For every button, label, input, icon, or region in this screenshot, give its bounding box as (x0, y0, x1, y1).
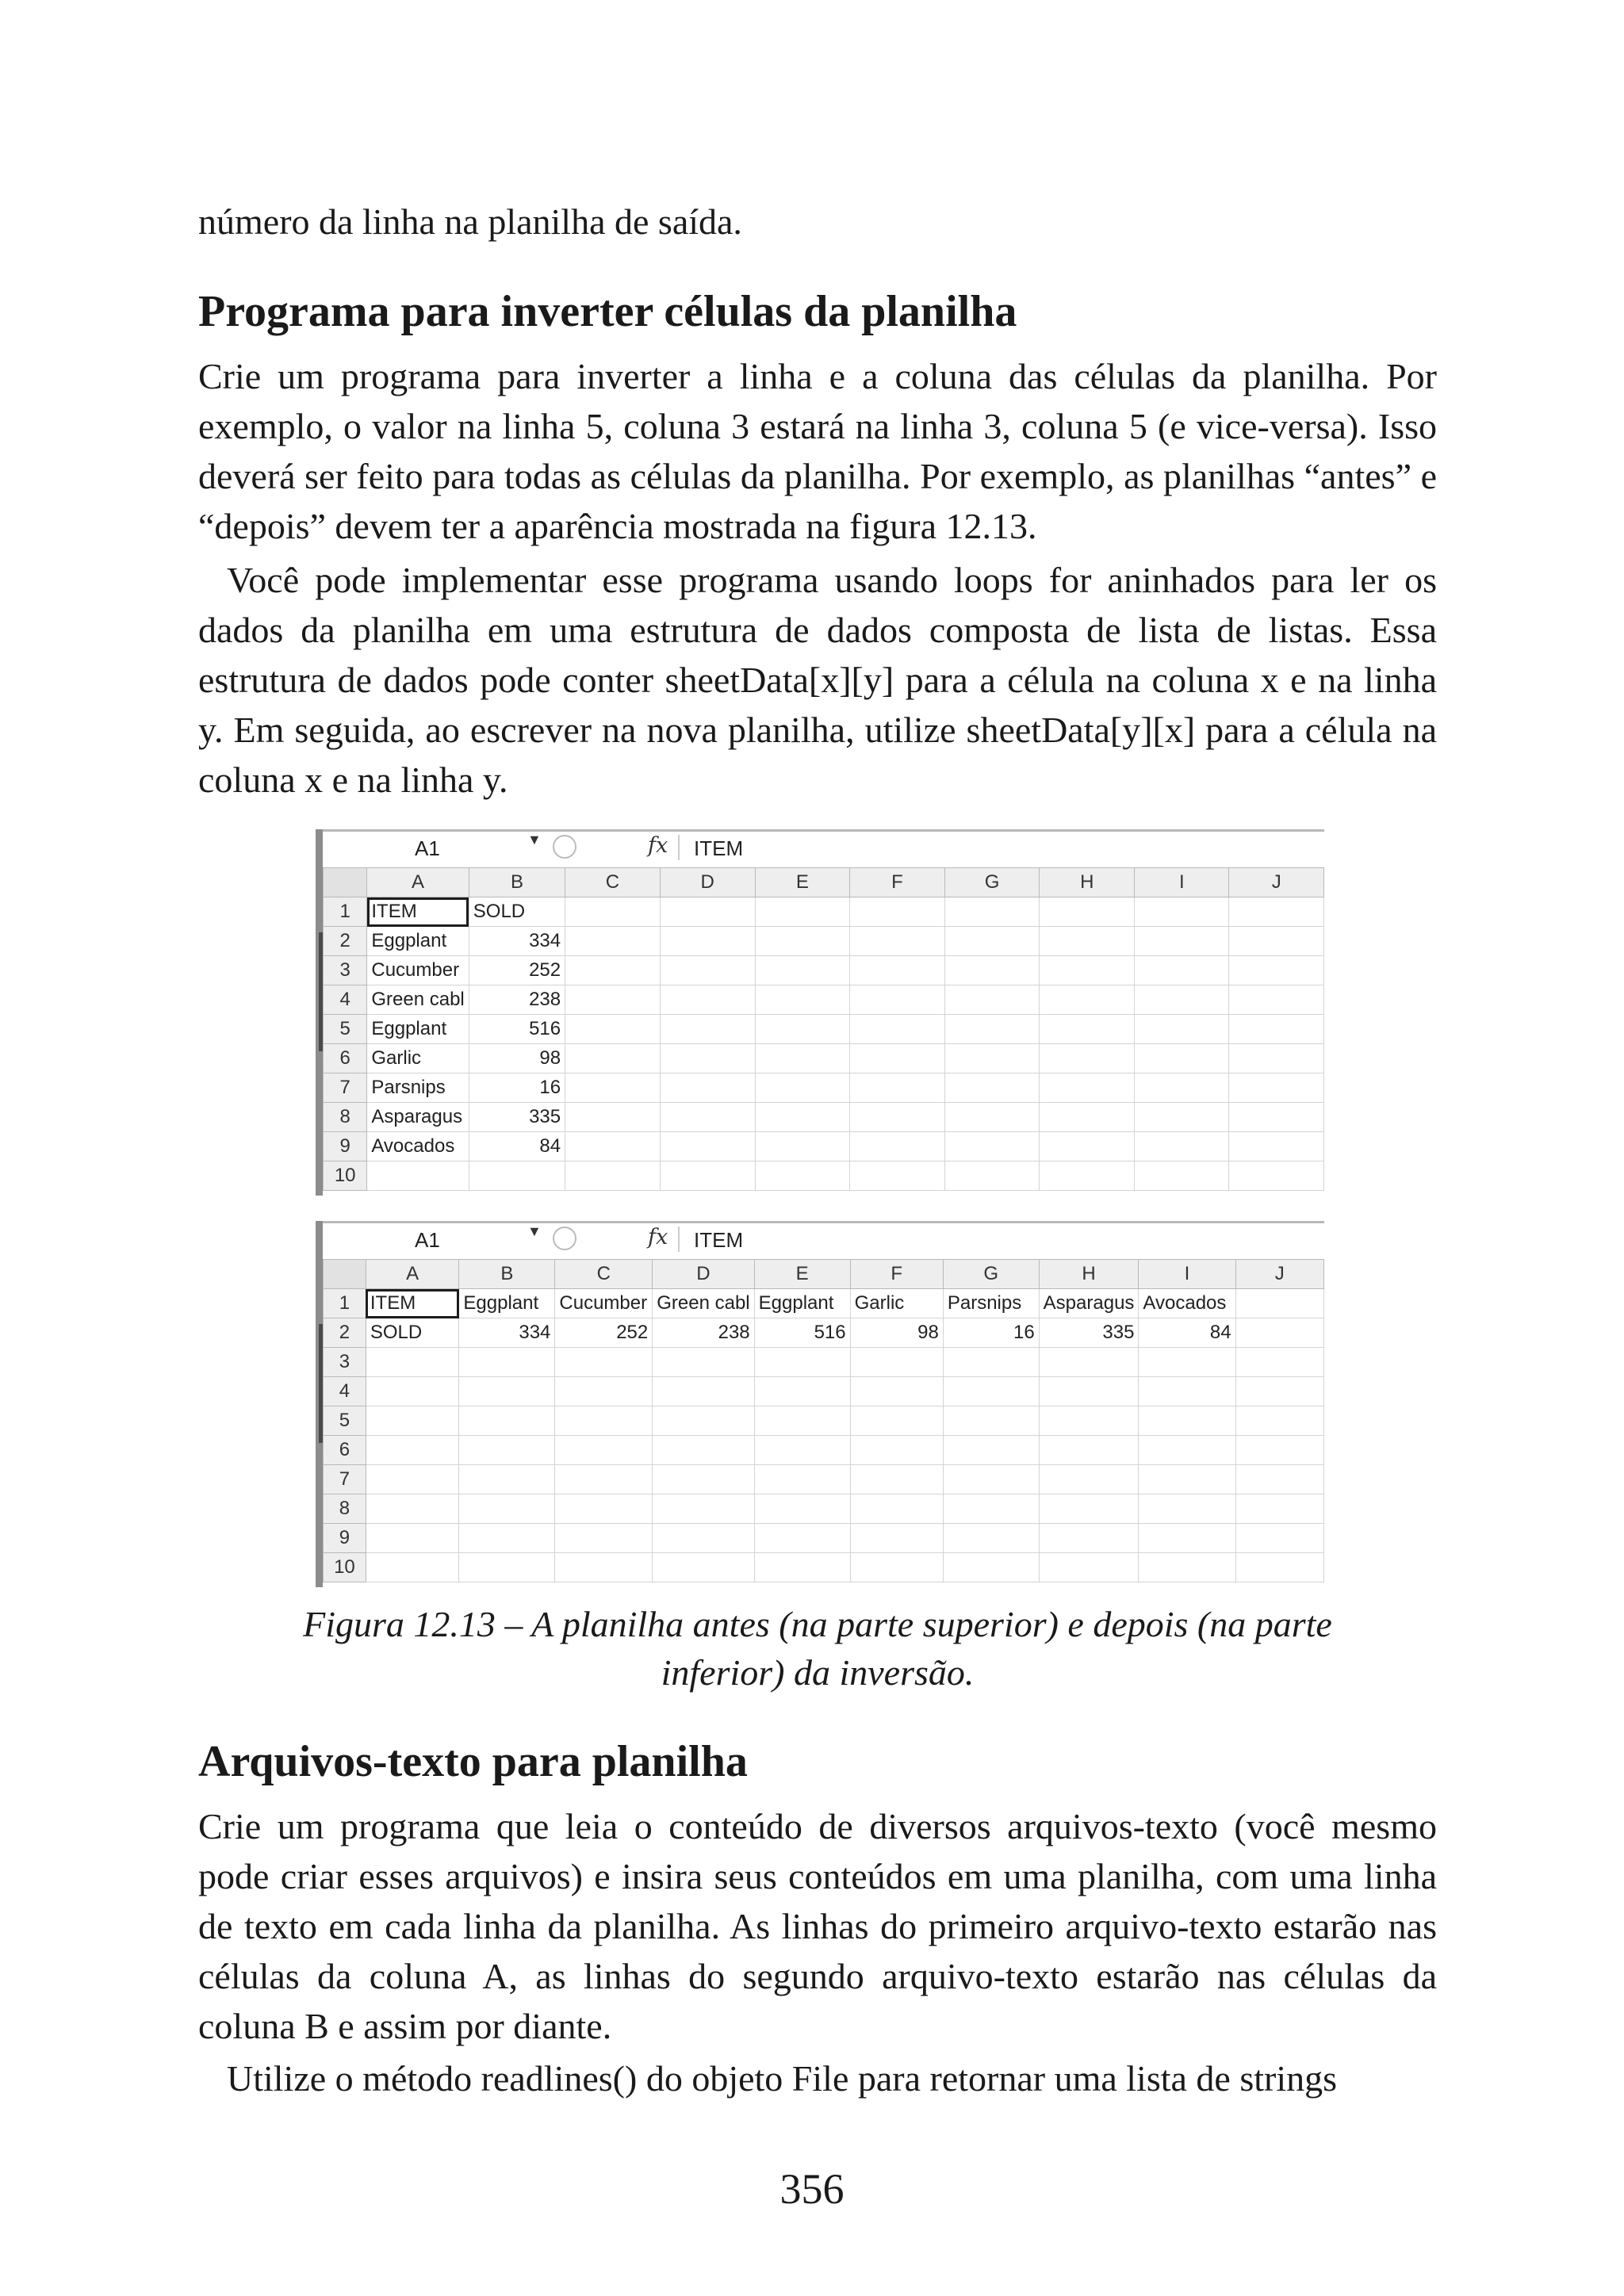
cell[interactable] (1040, 897, 1135, 927)
cell[interactable] (1039, 1524, 1139, 1553)
cell[interactable] (1039, 1465, 1139, 1494)
row-header[interactable]: 8 (324, 1103, 367, 1132)
cell[interactable] (754, 1553, 850, 1582)
cell[interactable] (565, 1015, 661, 1044)
cell[interactable] (755, 927, 850, 956)
cell[interactable] (653, 1465, 754, 1494)
cell[interactable] (1235, 1406, 1323, 1436)
cell[interactable] (660, 897, 755, 927)
cell[interactable] (1135, 1073, 1229, 1103)
cell[interactable] (366, 1553, 459, 1582)
cell[interactable] (1139, 1553, 1235, 1582)
cell[interactable] (565, 1073, 661, 1103)
cell[interactable] (555, 1524, 653, 1553)
cell[interactable] (1135, 985, 1229, 1015)
cell[interactable] (1235, 1436, 1323, 1465)
cell[interactable]: 84 (469, 1132, 565, 1161)
cell-grid (323, 1259, 1324, 1587)
cell[interactable] (754, 1436, 850, 1465)
cell[interactable] (565, 1103, 661, 1132)
column-header[interactable]: I (1135, 868, 1229, 897)
cell[interactable] (1229, 1161, 1324, 1191)
cell[interactable] (565, 927, 661, 956)
row-header[interactable]: 4 (324, 1377, 366, 1406)
row-header[interactable]: 8 (324, 1494, 366, 1524)
table-row (324, 1348, 1324, 1377)
cell[interactable] (754, 1377, 850, 1406)
cell[interactable] (943, 1465, 1039, 1494)
cell[interactable]: 252 (469, 956, 565, 985)
cell[interactable] (943, 1553, 1039, 1582)
cell[interactable] (1235, 1494, 1323, 1524)
cell[interactable] (366, 1406, 459, 1436)
table-row (324, 1524, 1324, 1553)
cell[interactable] (1229, 1044, 1324, 1073)
table-row (324, 897, 1324, 927)
cell[interactable] (1135, 1044, 1229, 1073)
cell[interactable] (944, 1015, 1040, 1044)
cell[interactable] (1229, 1073, 1324, 1103)
cell[interactable] (1040, 1103, 1135, 1132)
column-header[interactable]: B (469, 868, 565, 897)
cell[interactable] (755, 985, 850, 1015)
figure-caption-line-1: Figura 12.13 – A planilha antes (na parte superior) e depois (na parte (303, 1604, 1332, 1644)
cell[interactable] (850, 1406, 943, 1436)
cell[interactable] (754, 1494, 850, 1524)
formula-bar (323, 1221, 1324, 1261)
cell[interactable] (1229, 1103, 1324, 1132)
column-header[interactable]: D (653, 1260, 754, 1289)
cell[interactable] (943, 1406, 1039, 1436)
cell[interactable] (555, 1406, 653, 1436)
cell[interactable] (1235, 1553, 1323, 1582)
cell[interactable]: Cucumber (367, 956, 469, 985)
paragraph-text-files-description: Crie um programa que leia o conteúdo de diversos arquivos-texto (você mesmo pode criar esses arquivos) e insira seus conteúdos em uma planilha, com uma linha de texto em cada linha da planilha. As linhas do primeiro arquivo-texto estarão nas células da coluna A, as linhas do segundo arquivo-texto estarão nas células da coluna B e assim por diante. (198, 1806, 1437, 2046)
formula-bar (323, 829, 1324, 870)
chevron-down-icon[interactable]: ▼ (527, 1223, 542, 1239)
row-header[interactable]: 5 (324, 1406, 366, 1436)
column-header[interactable]: F (850, 1260, 943, 1289)
cell[interactable] (555, 1553, 653, 1582)
cell[interactable] (660, 1073, 755, 1103)
cell[interactable] (1135, 956, 1229, 985)
cell[interactable] (660, 1132, 755, 1161)
cell[interactable] (944, 985, 1040, 1015)
cell[interactable] (1135, 1015, 1229, 1044)
row-header[interactable]: 6 (324, 1044, 367, 1073)
cell[interactable]: Avocados (367, 1132, 469, 1161)
cell[interactable] (1040, 1015, 1135, 1044)
cell[interactable] (653, 1553, 754, 1582)
cell[interactable]: 98 (850, 1318, 943, 1348)
cell[interactable] (1039, 1553, 1139, 1582)
chevron-down-icon[interactable]: ▼ (527, 832, 542, 848)
cell[interactable]: Eggplant (367, 927, 469, 956)
cell[interactable] (555, 1377, 653, 1406)
cell[interactable] (850, 927, 945, 956)
cell[interactable] (366, 1524, 459, 1553)
formula-input[interactable]: ITEM (694, 836, 744, 860)
table-row (324, 1377, 1324, 1406)
cell[interactable]: 252 (555, 1318, 653, 1348)
cell[interactable]: Parsnips (367, 1073, 469, 1103)
formula-input[interactable]: ITEM (694, 1228, 744, 1252)
row-header[interactable]: 3 (324, 1348, 366, 1377)
cell[interactable] (366, 1465, 459, 1494)
cell[interactable] (1235, 1465, 1323, 1494)
cell[interactable] (1040, 985, 1135, 1015)
cell[interactable] (1135, 1161, 1229, 1191)
column-header[interactable]: D (660, 868, 755, 897)
cell[interactable]: Eggplant (459, 1289, 555, 1318)
table-row (324, 1073, 1324, 1103)
cell[interactable] (754, 1406, 850, 1436)
table-row (324, 1044, 1324, 1073)
cell[interactable] (943, 1524, 1039, 1553)
cell[interactable] (850, 1132, 945, 1161)
select-all-corner[interactable] (324, 1260, 366, 1289)
cell[interactable]: 335 (1039, 1318, 1139, 1348)
column-header[interactable]: G (943, 1260, 1039, 1289)
cell[interactable] (555, 1465, 653, 1494)
cell[interactable] (754, 1348, 850, 1377)
cell[interactable] (660, 1015, 755, 1044)
cell[interactable] (653, 1524, 754, 1553)
cell[interactable] (459, 1377, 555, 1406)
row-header[interactable]: 10 (324, 1553, 366, 1582)
cell[interactable]: ITEM (366, 1289, 459, 1318)
cell[interactable]: Green cabl (367, 985, 469, 1015)
cell[interactable] (459, 1406, 555, 1436)
cell[interactable] (469, 1161, 565, 1191)
cell[interactable] (1039, 1377, 1139, 1406)
row-header[interactable]: 3 (324, 956, 367, 985)
cell[interactable] (366, 1377, 459, 1406)
cell[interactable] (850, 1436, 943, 1465)
table-row (324, 985, 1324, 1015)
cell[interactable] (1235, 1318, 1323, 1348)
cell[interactable] (944, 1161, 1040, 1191)
cell[interactable] (850, 1015, 945, 1044)
cell[interactable] (653, 1348, 754, 1377)
cell[interactable] (459, 1553, 555, 1582)
cell[interactable]: 238 (469, 985, 565, 1015)
spreadsheet-after (316, 1221, 1324, 1587)
cell[interactable] (565, 985, 661, 1015)
cell[interactable] (1229, 1132, 1324, 1161)
cell[interactable] (1139, 1465, 1235, 1494)
cell[interactable] (754, 1465, 850, 1494)
cell[interactable] (850, 897, 945, 927)
paragraph-readlines: Utilize o método readlines() do objeto File para retornar uma lista de strings (227, 2058, 1338, 2099)
cell[interactable] (944, 927, 1040, 956)
cell[interactable] (1229, 927, 1324, 956)
divider (678, 835, 680, 860)
cell[interactable] (944, 1073, 1040, 1103)
cell[interactable] (944, 956, 1040, 985)
table-row (324, 1406, 1324, 1436)
function-icon[interactable]: fx (648, 833, 668, 858)
function-icon[interactable]: fx (648, 1225, 668, 1249)
cell[interactable]: 516 (754, 1318, 850, 1348)
cell[interactable] (660, 927, 755, 956)
cell[interactable] (660, 985, 755, 1015)
cell[interactable]: Green cabl (653, 1289, 754, 1318)
select-all-corner[interactable] (324, 868, 367, 897)
cell[interactable] (660, 956, 755, 985)
cell[interactable]: Parsnips (943, 1289, 1039, 1318)
cell[interactable]: Avocados (1139, 1289, 1235, 1318)
spreadsheet-before (316, 829, 1324, 1196)
cell[interactable]: Cucumber (555, 1289, 653, 1318)
cell[interactable] (755, 897, 850, 927)
column-header[interactable]: F (850, 868, 945, 897)
column-header[interactable]: J (1229, 868, 1324, 897)
column-header[interactable]: I (1139, 1260, 1235, 1289)
cell[interactable] (755, 1044, 850, 1073)
cell[interactable]: 84 (1139, 1318, 1235, 1348)
column-header[interactable]: J (1235, 1260, 1323, 1289)
page-number: 356 (779, 2165, 845, 2213)
cell[interactable] (755, 1073, 850, 1103)
cell[interactable] (754, 1524, 850, 1553)
table-row (324, 1494, 1324, 1524)
cell[interactable] (366, 1436, 459, 1465)
row-header[interactable]: 9 (324, 1132, 367, 1161)
row-header[interactable]: 6 (324, 1436, 366, 1465)
column-header-row (324, 868, 1324, 897)
cell[interactable] (755, 1161, 850, 1191)
grid-table (323, 1259, 1324, 1582)
column-header[interactable]: C (555, 1260, 653, 1289)
cell[interactable] (944, 1103, 1040, 1132)
cell[interactable] (943, 1436, 1039, 1465)
cell[interactable] (1040, 1044, 1135, 1073)
cell[interactable]: Garlic (850, 1289, 943, 1318)
section-heading-invert-cells: Programa para inverter células da planilha (198, 287, 1017, 336)
cell[interactable]: 335 (469, 1103, 565, 1132)
cell[interactable] (944, 1132, 1040, 1161)
cell[interactable] (653, 1377, 754, 1406)
table-row (324, 1465, 1324, 1494)
grid-table (323, 867, 1324, 1191)
cell[interactable] (565, 1044, 661, 1073)
divider (678, 1226, 680, 1252)
table-row (324, 1436, 1324, 1465)
cell[interactable]: ITEM (367, 897, 469, 927)
cell[interactable] (1040, 1073, 1135, 1103)
cell[interactable]: 334 (459, 1318, 555, 1348)
cell[interactable]: 98 (469, 1044, 565, 1073)
column-header-row (324, 1260, 1324, 1289)
cell[interactable]: SOLD (366, 1318, 459, 1348)
cell[interactable] (459, 1348, 555, 1377)
cell[interactable] (459, 1524, 555, 1553)
row-header[interactable]: 10 (324, 1161, 367, 1191)
cell[interactable] (1139, 1348, 1235, 1377)
cell[interactable] (850, 1377, 943, 1406)
cell[interactable] (1135, 1132, 1229, 1161)
cell[interactable] (755, 1015, 850, 1044)
column-header[interactable]: H (1039, 1260, 1139, 1289)
cell[interactable] (850, 1348, 943, 1377)
cell[interactable]: Eggplant (754, 1289, 850, 1318)
cell[interactable] (943, 1494, 1039, 1524)
cell[interactable] (555, 1348, 653, 1377)
row-header[interactable]: 7 (324, 1465, 366, 1494)
cell[interactable] (850, 1465, 943, 1494)
cell[interactable] (459, 1436, 555, 1465)
paragraph-invert-description: Crie um programa para inverter a linha e a coluna das células da planilha. Por exemplo, o valor na linha 5, coluna 3 estará na linha 3, coluna 5 (e vice-versa). Isso deverá ser feito para todas as células da planilha. Por exemplo, as planilhas “antes” e “depois” devem ter a aparência mostrada na figura 12.13. (198, 356, 1437, 546)
table-row (324, 927, 1324, 956)
table-row (324, 1553, 1324, 1582)
table-row (324, 1103, 1324, 1132)
cell[interactable] (555, 1494, 653, 1524)
row-header[interactable]: 4 (324, 985, 367, 1015)
cell[interactable] (1039, 1406, 1139, 1436)
cell[interactable] (944, 897, 1040, 927)
cell[interactable] (660, 1044, 755, 1073)
cell[interactable] (1039, 1348, 1139, 1377)
table-row (324, 1015, 1324, 1044)
cell[interactable] (660, 1103, 755, 1132)
cell[interactable]: Asparagus (367, 1103, 469, 1132)
cell[interactable] (755, 1103, 850, 1132)
row-header[interactable]: 9 (324, 1524, 366, 1553)
row-header[interactable]: 5 (324, 1015, 367, 1044)
column-header[interactable]: G (944, 868, 1040, 897)
table-row (324, 1318, 1324, 1348)
cell[interactable] (653, 1436, 754, 1465)
column-header[interactable]: E (755, 868, 850, 897)
cell[interactable] (1235, 1524, 1323, 1553)
cell[interactable] (367, 1161, 469, 1191)
cell[interactable] (850, 1524, 943, 1553)
row-header[interactable]: 2 (324, 1318, 366, 1348)
cell[interactable] (850, 1103, 945, 1132)
cell[interactable]: 516 (469, 1015, 565, 1044)
cell[interactable]: Asparagus (1039, 1289, 1139, 1318)
cell[interactable]: 16 (943, 1318, 1039, 1348)
cell[interactable] (1235, 1377, 1323, 1406)
column-header[interactable]: A (366, 1260, 459, 1289)
table-row (324, 1289, 1324, 1318)
cell[interactable]: 334 (469, 927, 565, 956)
paragraph-invert-implementation: Você pode implementar esse programa usando loops for aninhados para ler os dados da planilha em uma estrutura de dados composta de lista de listas. Essa estrutura de dados pode conter sheetData[x][y] para a célula na coluna x e na linha y. Em seguida, ao escrever na nova planilha, utilize sheetData[y][x] para a célula na coluna x e na linha y. (198, 560, 1437, 800)
column-header[interactable]: H (1040, 868, 1135, 897)
cell[interactable] (555, 1436, 653, 1465)
cell[interactable] (1229, 956, 1324, 985)
cell[interactable]: Eggplant (367, 1015, 469, 1044)
column-header[interactable]: A (367, 868, 469, 897)
table-row (324, 1161, 1324, 1191)
name-box[interactable]: A1 (415, 836, 440, 860)
figure-caption-line-2: inferior) da inversão. (661, 1652, 975, 1693)
cell[interactable] (850, 1553, 943, 1582)
table-row (324, 1132, 1324, 1161)
cell[interactable] (1235, 1289, 1323, 1318)
cell[interactable] (1139, 1406, 1235, 1436)
cell[interactable] (1229, 1015, 1324, 1044)
cell[interactable] (565, 1161, 661, 1191)
cell[interactable] (943, 1377, 1039, 1406)
cell[interactable]: 238 (653, 1318, 754, 1348)
cell[interactable] (850, 1161, 945, 1191)
table-row (324, 956, 1324, 985)
column-header[interactable]: E (754, 1260, 850, 1289)
cell[interactable] (1139, 1377, 1235, 1406)
cell[interactable] (755, 956, 850, 985)
expand-icon[interactable] (553, 1226, 576, 1250)
cell[interactable] (1039, 1436, 1139, 1465)
cell[interactable] (1135, 927, 1229, 956)
cell-grid (323, 867, 1324, 1196)
cell[interactable] (565, 1132, 661, 1161)
row-header[interactable]: 1 (324, 1289, 366, 1318)
expand-icon[interactable] (553, 835, 576, 859)
cell[interactable]: Garlic (367, 1044, 469, 1073)
cell[interactable] (943, 1348, 1039, 1377)
cell[interactable] (1229, 985, 1324, 1015)
cell[interactable] (850, 1044, 945, 1073)
cell[interactable] (1229, 897, 1324, 927)
cell[interactable] (565, 897, 661, 927)
cell[interactable]: SOLD (469, 897, 565, 927)
cell[interactable] (1135, 897, 1229, 927)
cell[interactable] (850, 956, 945, 985)
cell[interactable] (366, 1348, 459, 1377)
cell[interactable] (1235, 1348, 1323, 1377)
cell[interactable]: 16 (469, 1073, 565, 1103)
cell[interactable] (850, 985, 945, 1015)
cell[interactable] (850, 1494, 943, 1524)
cell[interactable] (1040, 1161, 1135, 1191)
cell[interactable] (653, 1494, 754, 1524)
cell[interactable] (850, 1073, 945, 1103)
cell[interactable] (755, 1132, 850, 1161)
cell[interactable] (1039, 1494, 1139, 1524)
row-header[interactable]: 1 (324, 897, 367, 927)
cell[interactable] (366, 1494, 459, 1524)
name-box[interactable]: A1 (415, 1228, 440, 1252)
cell[interactable] (660, 1161, 755, 1191)
cell[interactable] (1040, 956, 1135, 985)
column-header[interactable]: C (565, 868, 661, 897)
cell[interactable] (1040, 1132, 1135, 1161)
row-header[interactable]: 7 (324, 1073, 367, 1103)
section-heading-text-files: Arquivos-texto para planilha (198, 1737, 748, 1786)
cell[interactable] (1135, 1103, 1229, 1132)
intro-line: número da linha na planilha de saída. (198, 201, 742, 242)
cell[interactable] (1139, 1524, 1235, 1553)
row-header[interactable]: 2 (324, 927, 367, 956)
cell[interactable] (459, 1465, 555, 1494)
column-header[interactable]: B (459, 1260, 555, 1289)
cell[interactable] (565, 956, 661, 985)
cell[interactable] (653, 1406, 754, 1436)
cell[interactable] (1139, 1436, 1235, 1465)
cell[interactable] (1040, 927, 1135, 956)
cell[interactable] (944, 1044, 1040, 1073)
cell[interactable] (459, 1494, 555, 1524)
cell[interactable] (1139, 1494, 1235, 1524)
